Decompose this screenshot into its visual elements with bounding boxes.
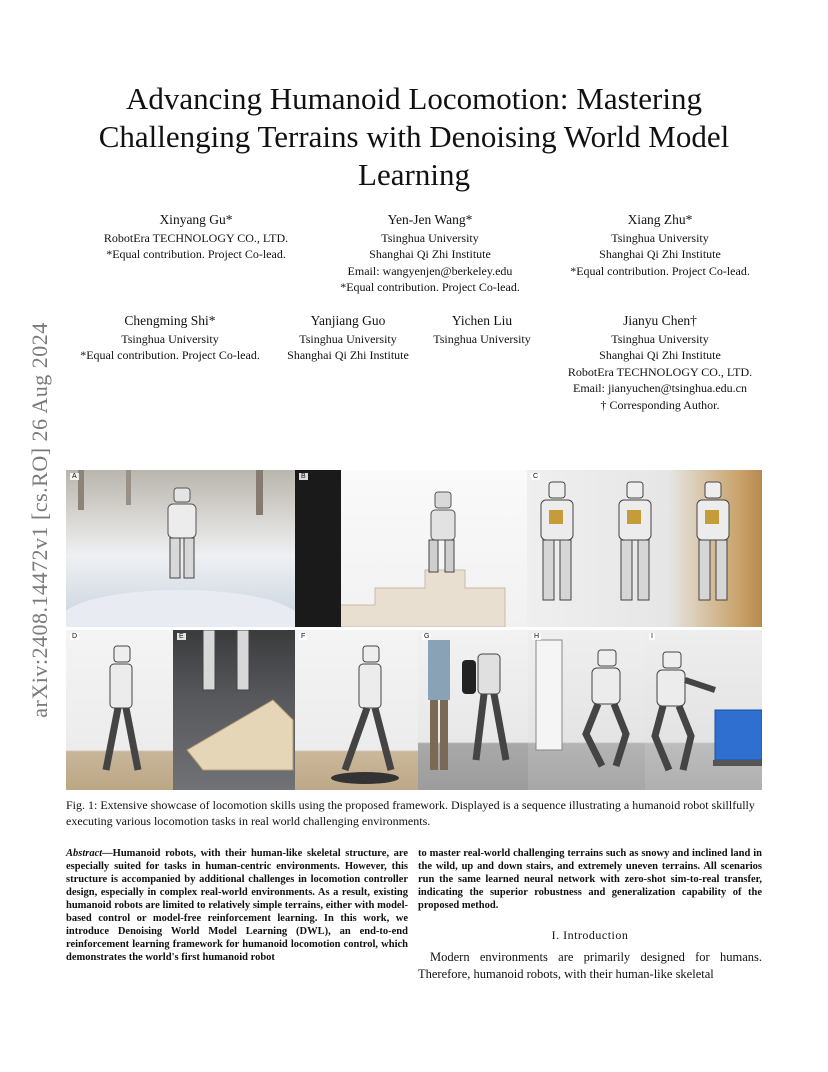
robot-snow-illustration — [66, 470, 295, 627]
section-heading: I. Introduction — [551, 928, 629, 942]
author-block — [420, 313, 544, 347]
panel-label: A — [72, 473, 77, 480]
panel-label: E — [179, 633, 184, 640]
panel-e-ramp — [173, 630, 295, 790]
author-email: Email: jianyuchen@tsinghua.edu.cn — [572, 381, 747, 395]
author-affiliation: RobotEra TECHNOLOGY CO., LTD. — [567, 364, 753, 379]
abstract-label: Abstract — [66, 848, 103, 859]
author-block — [276, 313, 420, 364]
panel-label: B — [301, 473, 306, 480]
panel-label: I — [651, 633, 653, 640]
robot-trio-illustration — [527, 470, 762, 627]
author-name: Yichen Liu — [451, 313, 513, 328]
panel-f-walk — [295, 630, 418, 790]
author-affiliation: Shanghai Qi Zhi Institute — [599, 348, 721, 362]
author-note: *Equal contribution. Project Co-lead. — [106, 247, 286, 261]
panel-d-walk — [66, 630, 173, 790]
abstract-left — [66, 847, 408, 964]
robot-stride-illustration — [295, 630, 418, 790]
intro-paragraph: Modern environments are primarily designed for humans. Therefore, humanoid robots, with their human-like skeletal — [418, 950, 762, 981]
paper-title: Advancing Humanoid Locomotion: Mastering Challenging Terrains with Denoising World Model Learning — [98, 81, 730, 192]
author-affiliation: Shanghai Qi Zhi Institute — [287, 348, 409, 362]
panel-i-cart — [645, 630, 762, 790]
robot-squat-illustration — [528, 630, 645, 790]
author-name: Jianyu Chen† — [623, 313, 697, 328]
arxiv-id: arXiv:2408.14472v1 [cs.RO] 26 Aug 2024 — [27, 322, 52, 718]
author-block — [530, 212, 790, 279]
figure-caption: Fig. 1: Extensive showcase of locomotion skills using the proposed framework. Displayed is a sequence illustrating a humanoid robot skillfully executing various locomotion tasks in real world challenging environments. — [66, 798, 755, 828]
panel-label: D — [72, 633, 78, 640]
author-block — [60, 313, 280, 364]
robot-cart-illustration — [645, 630, 762, 790]
panel-g-push — [418, 630, 528, 790]
author-note: *Equal contribution. Project Co-lead. — [340, 280, 520, 294]
panel-label: C — [533, 473, 539, 480]
figure-1 — [66, 470, 762, 790]
panel-b-stairs — [295, 470, 527, 627]
human-push-illustration — [418, 630, 528, 790]
author-affiliation: Shanghai Qi Zhi Institute — [369, 247, 491, 261]
author-note: *Equal contribution. Project Co-lead. — [570, 263, 750, 278]
author-block — [536, 313, 784, 413]
author-name: Yen-Jen Wang* — [387, 212, 473, 227]
robot-walk-illustration — [66, 630, 173, 790]
abstract-right — [418, 847, 762, 912]
abstract-text-right: to master real-world challenging terrains such as snowy and inclined land in the wild, up and down stairs, and extremely uneven terrains. All scenarios run the same learned neural network with zero-shot sim-to-real transfer, indicating the superior robustness and generalization capability of the proposed method. — [418, 848, 762, 911]
panel-c-robots — [527, 470, 762, 627]
author-affiliation: RobotEra TECHNOLOGY CO., LTD. — [103, 230, 289, 245]
panel-label: H — [534, 633, 540, 640]
author-name: Xinyang Gu* — [159, 212, 233, 227]
author-affiliation: Tsinghua University — [121, 331, 219, 346]
author-name: Chengming Shi* — [124, 313, 216, 328]
author-affiliation: Tsinghua University — [611, 230, 709, 245]
ramp-illustration — [173, 630, 295, 790]
author-name: Xiang Zhu* — [627, 212, 693, 227]
author-block — [66, 212, 326, 263]
author-affiliation: Tsinghua University — [433, 331, 531, 346]
author-email: Email: wangyenjen@berkeley.edu — [347, 263, 513, 278]
panel-a-snow — [66, 470, 295, 627]
author-affiliation: Tsinghua University — [381, 230, 479, 245]
author-block — [300, 212, 560, 296]
arxiv-stamp — [20, 280, 60, 760]
author-name: Yanjiang Guo — [310, 313, 386, 328]
author-note: *Equal contribution. Project Co-lead. — [80, 348, 260, 362]
abstract-text-left: —Humanoid robots, with their human-like skeletal structure, are especially suited for tasks in human-centric environments. However, this structure is accompanied by additional challenges in locomotion controller design, especially in complex real-world environments. As a result, existing humanoid robots are limited to relatively simple terrains, either with model-based control or model-free reinforcement learning. In this work, we introduce Denoising World Model Learning (DWL), an end-to-end reinforcement learning framework for humanoid locomotion control, which demonstrates the world's first humanoid robot — [66, 848, 408, 963]
author-affiliation: Tsinghua University — [611, 331, 709, 346]
panel-label: F — [301, 633, 306, 640]
panel-h-squat — [528, 630, 645, 790]
author-affiliation: Tsinghua University — [299, 331, 397, 346]
author-note: † Corresponding Author. — [600, 397, 720, 412]
panel-label: G — [424, 633, 430, 640]
author-affiliation: Shanghai Qi Zhi Institute — [599, 247, 721, 261]
